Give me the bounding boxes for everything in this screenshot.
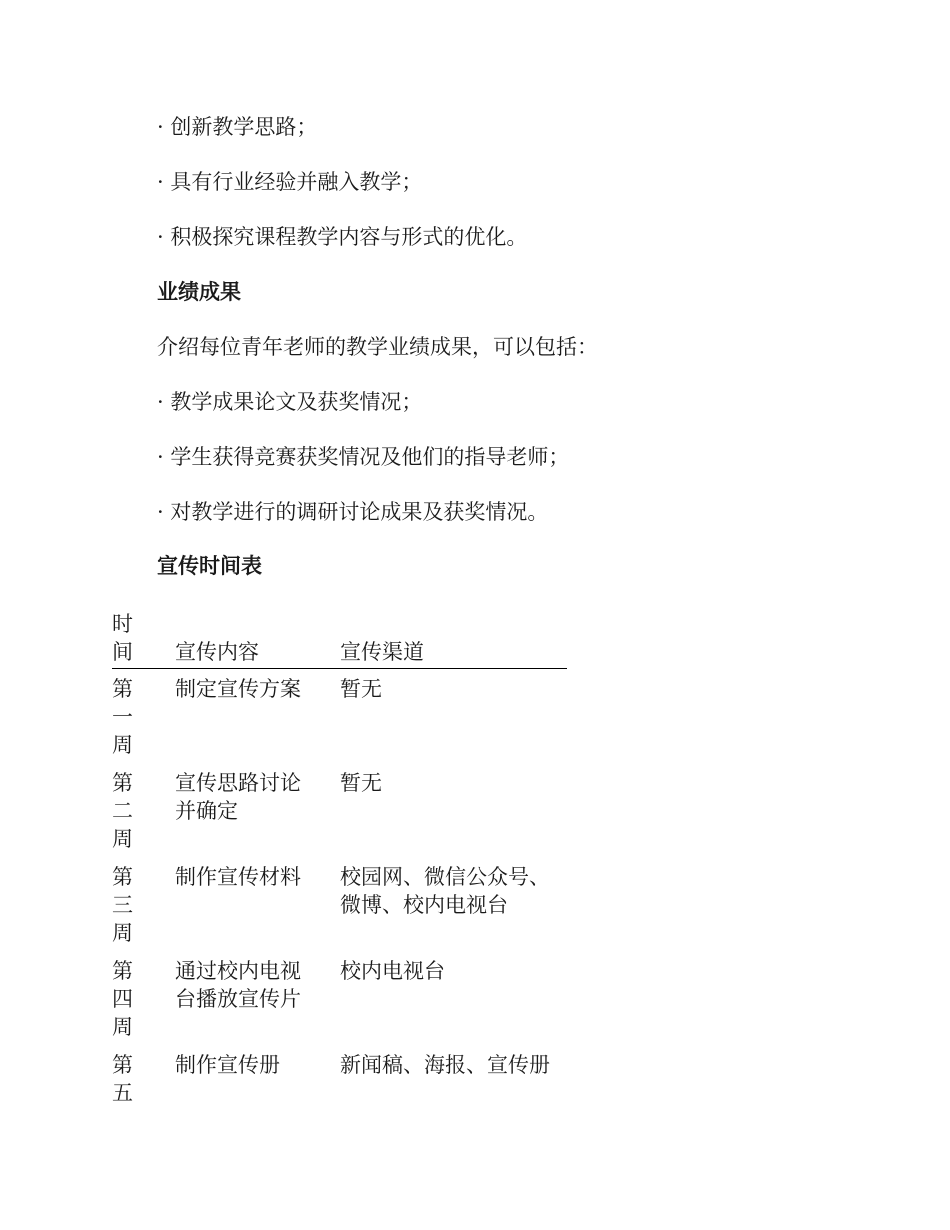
table-row [112,951,567,1045]
quality-item-3: · 积极探究课程教学内容与形式的优化。 [157,225,528,249]
schedule-heading: 宣传时间表 [157,554,262,578]
table-row [112,1045,567,1111]
row-time: 第二周 [112,771,133,851]
table-row [112,669,567,763]
achievement-item-1: · 教学成果论文及获奖情况； [157,390,423,414]
header-time: 时间 [112,612,133,664]
row-content: 制定宣传方案 [175,677,301,701]
row-content: 制作宣传册 [175,1053,280,1077]
achievements-heading: 业绩成果 [157,280,241,304]
row-content: 宣传思路讨论并确定 [175,771,301,823]
header-channel: 宣传渠道 [340,640,424,664]
row-channel: 校园网、微信公众号、微博、校内电视台 [340,865,550,917]
row-channel: 新闻稿、海报、宣传册 [340,1053,550,1077]
schedule-header-row [112,610,567,669]
row-time: 第一周 [112,677,133,757]
schedule-table [112,610,567,1111]
row-time: 第五 [112,1053,133,1105]
quality-item-1: · 创新教学思路； [157,115,318,139]
row-time: 第四周 [112,959,133,1039]
row-channel: 暂无 [340,771,382,795]
achievements-intro: 介绍每位青年老师的教学业绩成果，可以包括： [157,335,598,359]
row-time: 第三周 [112,865,133,945]
table-row [112,857,567,951]
header-content: 宣传内容 [175,640,259,664]
table-row [112,763,567,857]
row-content: 制作宣传材料 [175,865,301,889]
row-channel: 暂无 [340,677,382,701]
row-content: 通过校内电视台播放宣传片 [175,959,301,1011]
row-channel: 校内电视台 [340,959,445,983]
achievement-item-2: · 学生获得竞赛获奖情况及他们的指导老师； [157,445,570,469]
quality-item-2: · 具有行业经验并融入教学； [157,170,423,194]
achievement-item-3: · 对教学进行的调研讨论成果及获奖情况。 [157,500,549,524]
